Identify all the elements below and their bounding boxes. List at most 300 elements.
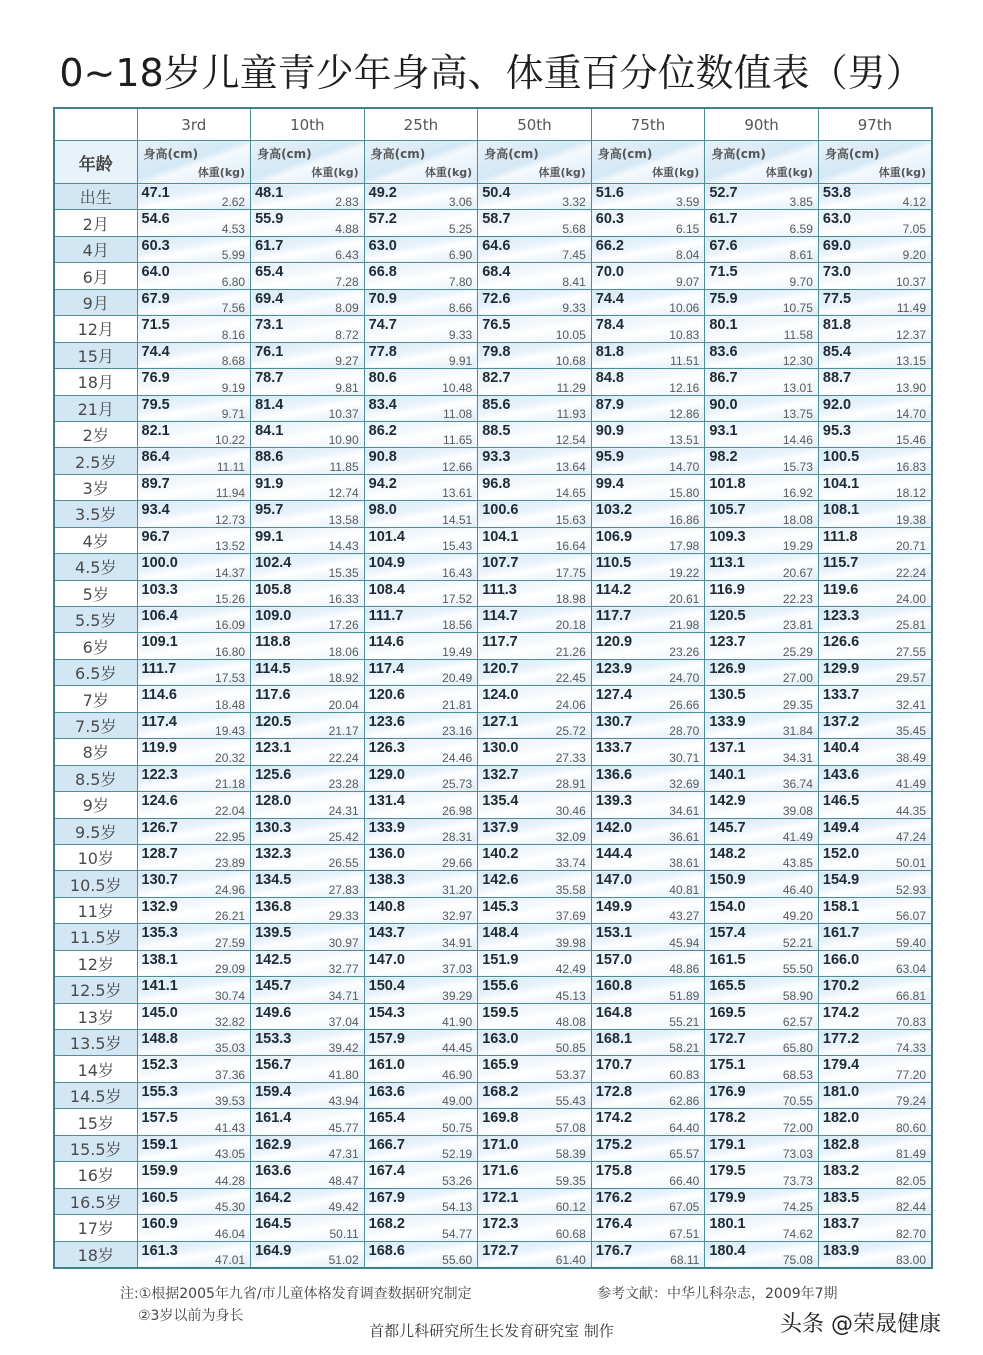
weight-value: 45.77 — [328, 1120, 359, 1135]
value-cell — [478, 236, 592, 262]
table-row — [54, 1109, 932, 1135]
value-cell — [818, 792, 932, 818]
weight-value: 37.36 — [215, 1067, 246, 1082]
height-value: 123.3 — [822, 608, 860, 624]
percentile-header: 50th — [478, 108, 592, 141]
age-cell: 15.5岁 — [54, 1135, 137, 1161]
value-cell — [251, 1215, 365, 1241]
value-cell — [478, 897, 592, 923]
height-value: 145.0 — [141, 1004, 178, 1021]
table-row — [54, 369, 932, 395]
height-value: 130.7 — [141, 872, 178, 889]
age-cell: 12岁 — [54, 950, 137, 976]
value-cell — [251, 501, 365, 527]
value-cell — [251, 316, 365, 342]
value-cell — [705, 501, 819, 527]
table-row — [54, 448, 932, 474]
height-unit-label: 身高(cm) — [711, 147, 766, 161]
weight-value: 11.65 — [443, 433, 473, 448]
height-value: 157.4 — [709, 925, 746, 942]
height-value: 123.7 — [709, 634, 746, 651]
value-cell — [818, 818, 932, 844]
height-value: 149.4 — [822, 819, 860, 836]
height-value: 130.0 — [482, 740, 519, 757]
value-cell — [137, 395, 251, 421]
weight-value: 56.07 — [895, 909, 926, 924]
percentile-table-container — [53, 107, 933, 1269]
value-cell — [251, 1241, 365, 1268]
height-value: 175.2 — [595, 1136, 633, 1153]
value-cell — [818, 474, 932, 500]
weight-value: 73.73 — [782, 1173, 813, 1188]
weight-value: 10.75 — [782, 301, 813, 316]
height-value: 114.6 — [141, 687, 177, 704]
age-column-header: 年龄 — [54, 141, 137, 184]
value-cell — [591, 263, 705, 289]
weight-value: 29.09 — [215, 962, 246, 977]
weight-value: 27.00 — [782, 671, 813, 686]
height-value: 93.3 — [482, 449, 511, 466]
height-value: 179.4 — [822, 1057, 860, 1074]
value-cell — [478, 1082, 592, 1108]
table-row — [54, 686, 932, 712]
table-row — [54, 659, 932, 685]
weight-value: 59.40 — [895, 935, 926, 950]
value-cell — [478, 527, 592, 553]
weight-value: 77.20 — [895, 1067, 926, 1082]
weight-value: 11.49 — [896, 301, 926, 316]
value-cell — [591, 792, 705, 818]
height-value: 169.8 — [482, 1110, 519, 1127]
height-value: 142.6 — [482, 872, 519, 889]
value-cell — [705, 686, 819, 712]
value-cell — [364, 1241, 478, 1268]
value-cell — [137, 263, 251, 289]
weight-value: 20.71 — [895, 539, 926, 554]
value-cell — [137, 369, 251, 395]
weight-value: 11.29 — [556, 380, 586, 395]
table-row — [54, 342, 932, 368]
height-value: 64.6 — [482, 237, 511, 254]
value-cell — [137, 686, 251, 712]
height-value: 55.9 — [255, 211, 284, 228]
value-cell — [705, 633, 819, 659]
value-cell — [705, 316, 819, 342]
value-cell — [364, 421, 478, 447]
height-value: 160.8 — [595, 978, 633, 995]
table-row — [54, 474, 932, 500]
value-cell — [591, 184, 705, 210]
value-cell — [818, 421, 932, 447]
value-cell — [137, 1056, 251, 1082]
height-value: 179.9 — [709, 1189, 746, 1206]
height-value: 133.7 — [822, 687, 860, 704]
weight-value: 30.71 — [669, 750, 700, 765]
height-value: 160.9 — [141, 1216, 178, 1233]
height-value: 168.1 — [595, 1031, 633, 1047]
value-cell — [137, 236, 251, 262]
weight-value: 39.08 — [782, 803, 813, 818]
value-cell — [705, 1030, 819, 1056]
height-value: 123.9 — [595, 660, 633, 677]
table-row — [54, 871, 932, 897]
height-value: 165.9 — [482, 1057, 519, 1074]
value-cell — [591, 607, 705, 633]
weight-unit-label: 体重(kg) — [197, 166, 246, 179]
value-cell — [478, 792, 592, 818]
value-cell — [364, 1188, 478, 1214]
height-value: 72.6 — [482, 290, 511, 307]
height-value: 152.0 — [822, 845, 860, 862]
weight-value: 23.89 — [215, 856, 246, 871]
height-value: 152.3 — [141, 1057, 178, 1074]
height-value: 128.0 — [255, 793, 292, 810]
weight-value: 25.29 — [782, 644, 813, 659]
value-cell — [478, 369, 592, 395]
value-cell — [478, 1162, 592, 1188]
height-value: 135.4 — [482, 793, 519, 810]
weight-value: 20.18 — [555, 618, 586, 633]
weight-value: 5.99 — [221, 248, 246, 263]
value-cell — [818, 236, 932, 262]
height-value: 63.0 — [822, 211, 852, 228]
age-cell: 9.5岁 — [54, 818, 137, 844]
table-row — [54, 263, 932, 289]
value-cell — [591, 395, 705, 421]
value-cell — [591, 633, 705, 659]
height-value: 120.5 — [709, 608, 746, 624]
value-cell — [591, 924, 705, 950]
percentile-header: 10th — [251, 108, 365, 141]
unit-header-cell — [705, 141, 819, 184]
height-value: 61.7 — [255, 237, 284, 254]
height-value: 105.7 — [709, 502, 746, 519]
value-cell — [591, 871, 705, 897]
height-value: 133.9 — [709, 713, 746, 730]
weight-value: 3.59 — [675, 195, 700, 210]
page-title: 0~18岁儿童青少年身高、体重百分位数值表（男） — [59, 51, 924, 95]
value-cell — [478, 924, 592, 950]
height-value: 82.1 — [141, 422, 170, 439]
value-cell — [364, 236, 478, 262]
weight-value: 50.11 — [329, 1226, 359, 1241]
height-value: 60.3 — [595, 211, 624, 228]
value-cell — [818, 501, 932, 527]
weight-value: 22.24 — [895, 565, 926, 580]
height-value: 86.2 — [368, 422, 397, 439]
value-cell — [364, 580, 478, 606]
weight-value: 6.15 — [675, 221, 700, 236]
height-value: 138.1 — [141, 951, 178, 968]
weight-value: 28.91 — [555, 777, 586, 792]
age-cell: 21月 — [54, 395, 137, 421]
value-cell — [705, 580, 819, 606]
height-value: 117.4 — [141, 713, 177, 730]
value-cell — [364, 448, 478, 474]
value-cell — [364, 659, 478, 685]
weight-value: 60.83 — [669, 1067, 700, 1082]
value-cell — [478, 1215, 592, 1241]
weight-value: 18.06 — [328, 644, 359, 659]
value-cell — [364, 1082, 478, 1108]
weight-value: 13.75 — [782, 406, 813, 421]
height-value: 70.0 — [595, 264, 624, 281]
weight-unit-label: 体重(kg) — [878, 166, 926, 179]
value-cell — [705, 527, 819, 553]
weight-value: 23.16 — [442, 724, 473, 739]
value-cell — [478, 871, 592, 897]
height-value: 172.3 — [482, 1216, 519, 1233]
height-value: 172.7 — [482, 1242, 519, 1259]
value-cell — [364, 501, 478, 527]
weight-value: 10.90 — [328, 433, 359, 448]
value-cell — [137, 607, 251, 633]
value-cell — [591, 1162, 705, 1188]
weight-value: 18.98 — [555, 592, 586, 606]
height-value: 171.6 — [482, 1163, 519, 1180]
height-value: 90.9 — [595, 422, 624, 439]
weight-value: 13.51 — [669, 433, 700, 448]
height-value: 123.1 — [255, 740, 292, 757]
weight-value: 16.09 — [215, 618, 246, 633]
age-cell: 9月 — [54, 289, 137, 315]
value-cell — [137, 977, 251, 1003]
age-cell: 18岁 — [54, 1241, 137, 1268]
height-value: 124.0 — [482, 687, 519, 704]
age-cell: 10.5岁 — [54, 871, 137, 897]
value-cell — [251, 1109, 365, 1135]
height-value: 155.6 — [482, 978, 519, 995]
height-value: 133.9 — [368, 819, 405, 836]
height-value: 134.5 — [255, 872, 292, 889]
value-cell — [478, 184, 592, 210]
height-value: 100.5 — [822, 449, 860, 466]
weight-value: 65.57 — [669, 1147, 700, 1162]
height-value: 88.7 — [822, 370, 852, 387]
value-cell — [137, 659, 251, 685]
weight-value: 43.94 — [328, 1094, 359, 1109]
height-value: 162.9 — [255, 1136, 292, 1153]
weight-value: 8.61 — [789, 248, 813, 263]
value-cell — [478, 316, 592, 342]
height-value: 93.1 — [709, 422, 738, 439]
weight-value: 41.49 — [782, 829, 813, 844]
weight-value: 61.40 — [555, 1252, 586, 1267]
height-value: 130.7 — [595, 713, 633, 730]
weight-value: 9.19 — [221, 380, 246, 395]
weight-value: 3.06 — [448, 195, 473, 210]
weight-value: 8.72 — [335, 327, 359, 342]
value-cell — [364, 1003, 478, 1029]
table-row — [54, 395, 932, 421]
weight-value: 19.29 — [782, 539, 813, 554]
value-cell — [137, 1162, 251, 1188]
height-value: 67.6 — [709, 237, 738, 254]
height-value: 149.6 — [255, 1004, 292, 1021]
footnote-2: ②3岁以前为身长 — [138, 1308, 244, 1324]
value-cell — [364, 1030, 478, 1056]
height-value: 84.1 — [255, 422, 284, 439]
height-unit-label: 身高(cm) — [824, 147, 880, 161]
age-cell: 4.5岁 — [54, 554, 137, 580]
height-value: 161.4 — [255, 1110, 292, 1127]
height-value: 163.0 — [482, 1031, 519, 1047]
weight-value: 10.48 — [442, 380, 473, 395]
height-value: 149.9 — [595, 898, 633, 915]
weight-value: 14.70 — [669, 459, 700, 474]
age-cell: 13.5岁 — [54, 1030, 137, 1056]
height-value: 153.1 — [595, 925, 633, 942]
age-cell: 11.5岁 — [54, 924, 137, 950]
height-value: 73.1 — [255, 317, 284, 334]
value-cell — [818, 607, 932, 633]
value-cell — [478, 1003, 592, 1029]
age-cell: 7.5岁 — [54, 712, 137, 738]
height-value: 131.4 — [368, 793, 405, 810]
table-row — [54, 792, 932, 818]
value-cell — [818, 712, 932, 738]
weight-value: 8.68 — [221, 354, 246, 369]
value-cell — [364, 1215, 478, 1241]
height-value: 93.4 — [141, 502, 170, 519]
table-row — [54, 289, 932, 315]
weight-value: 62.86 — [669, 1094, 700, 1109]
value-cell — [705, 924, 819, 950]
value-cell — [591, 369, 705, 395]
value-cell — [478, 554, 592, 580]
height-value: 58.7 — [482, 211, 511, 228]
weight-value: 52.21 — [782, 935, 813, 950]
weight-value: 8.16 — [221, 327, 246, 342]
value-cell — [818, 1082, 932, 1108]
value-cell — [251, 395, 365, 421]
value-cell — [818, 316, 932, 342]
value-cell — [705, 289, 819, 315]
weight-value: 48.08 — [555, 1015, 586, 1029]
height-value: 127.4 — [595, 687, 633, 704]
height-value: 74.4 — [595, 290, 624, 307]
weight-value: 6.80 — [221, 274, 246, 289]
weight-value: 41.43 — [215, 1120, 246, 1135]
height-value: 143.6 — [822, 766, 860, 783]
table-row — [54, 633, 932, 659]
height-value: 148.2 — [709, 845, 746, 862]
value-cell — [818, 1241, 932, 1268]
value-cell — [705, 421, 819, 447]
height-value: 154.9 — [822, 872, 860, 889]
value-cell — [818, 580, 932, 606]
height-value: 125.6 — [255, 766, 292, 783]
value-cell — [705, 342, 819, 368]
table-row — [54, 924, 932, 950]
value-cell — [364, 1135, 478, 1161]
height-value: 103.3 — [141, 581, 178, 598]
height-value: 90.0 — [709, 396, 738, 413]
value-cell — [705, 1241, 819, 1268]
height-value: 180.1 — [709, 1216, 746, 1233]
weight-value: 30.97 — [328, 935, 359, 950]
height-value: 73.0 — [822, 264, 852, 281]
weight-value: 63.04 — [895, 962, 926, 977]
height-value: 119.9 — [141, 740, 177, 757]
height-value: 90.8 — [368, 449, 397, 466]
value-cell — [364, 818, 478, 844]
value-cell — [478, 395, 592, 421]
value-cell — [818, 897, 932, 923]
height-value: 142.9 — [709, 793, 746, 810]
value-cell — [478, 686, 592, 712]
height-value: 126.9 — [709, 660, 746, 677]
height-value: 77.5 — [822, 290, 852, 307]
weight-value: 8.41 — [562, 274, 586, 289]
height-value: 102.4 — [255, 555, 292, 572]
value-cell — [478, 1109, 592, 1135]
value-cell — [478, 580, 592, 606]
value-cell — [251, 871, 365, 897]
height-value: 95.9 — [595, 449, 624, 466]
value-cell — [251, 369, 365, 395]
weight-value: 45.13 — [555, 988, 586, 1003]
age-cell: 8岁 — [54, 739, 137, 765]
value-cell — [364, 210, 478, 236]
height-value: 123.6 — [368, 713, 405, 730]
value-cell — [705, 448, 819, 474]
value-cell — [705, 1109, 819, 1135]
value-cell — [137, 448, 251, 474]
value-cell — [364, 607, 478, 633]
age-cell: 15岁 — [54, 1109, 137, 1135]
unit-header-cell — [251, 141, 365, 184]
value-cell — [137, 1135, 251, 1161]
height-unit-label: 身高(cm) — [484, 147, 539, 161]
height-value: 117.7 — [482, 634, 518, 651]
weight-value: 18.48 — [215, 697, 246, 712]
unit-header-cell — [364, 141, 478, 184]
value-cell — [591, 289, 705, 315]
weight-value: 9.70 — [789, 274, 813, 289]
height-value: 74.4 — [141, 343, 170, 360]
age-cell: 2.5岁 — [54, 448, 137, 474]
weight-value: 9.33 — [448, 327, 473, 342]
weight-value: 2.83 — [335, 195, 359, 210]
value-cell — [364, 554, 478, 580]
height-value: 96.7 — [141, 528, 170, 545]
weight-value: 18.08 — [782, 512, 813, 527]
table-row — [54, 1030, 932, 1056]
weight-value: 13.15 — [895, 354, 926, 369]
weight-value: 82.70 — [895, 1226, 926, 1241]
value-cell — [705, 1188, 819, 1214]
value-cell — [818, 448, 932, 474]
weight-value: 8.04 — [675, 248, 700, 263]
weight-value: 26.66 — [669, 697, 700, 712]
weight-value: 23.28 — [328, 777, 359, 792]
weight-value: 43.27 — [669, 909, 700, 924]
weight-value: 41.90 — [442, 1015, 473, 1029]
height-value: 136.6 — [595, 766, 633, 783]
value-cell — [251, 739, 365, 765]
weight-value: 48.47 — [328, 1173, 359, 1188]
height-value: 128.7 — [141, 845, 178, 862]
weight-value: 16.33 — [328, 592, 359, 606]
weight-value: 24.06 — [555, 697, 586, 712]
height-value: 172.1 — [482, 1189, 519, 1206]
height-value: 159.9 — [141, 1163, 178, 1180]
weight-value: 19.49 — [442, 644, 473, 659]
height-value: 129.9 — [822, 660, 860, 677]
value-cell — [364, 871, 478, 897]
weight-value: 9.91 — [448, 354, 473, 369]
